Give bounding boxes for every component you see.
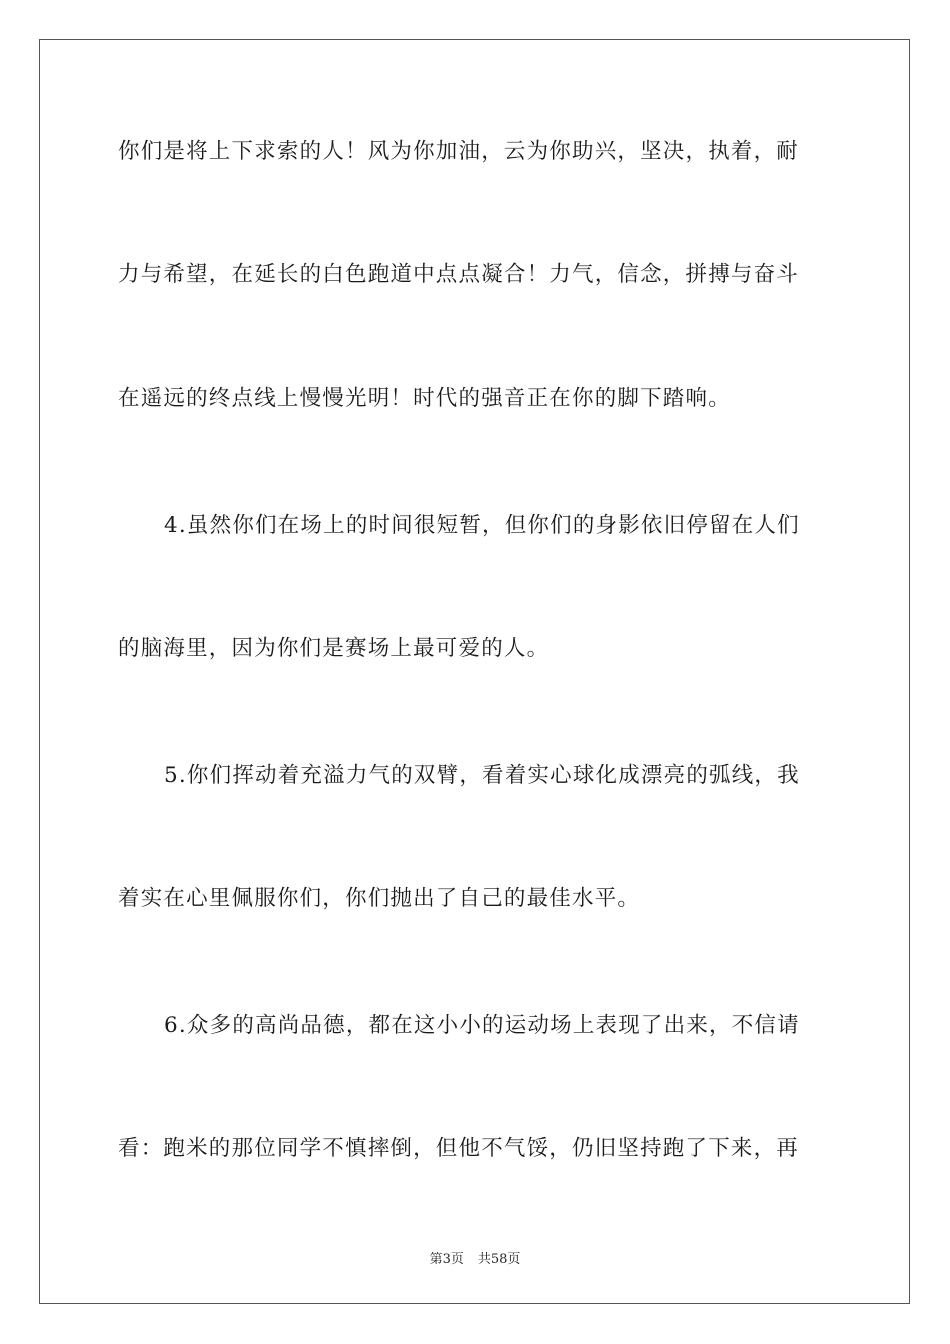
paragraph-line: 力与希望，在延长的白色跑道中点点凝合！力气，信念，拼搏与奋斗 — [118, 262, 800, 287]
page-footer — [0, 1248, 950, 1267]
paragraph-line: 的脑海里，因为你们是赛场上最可爱的人。 — [118, 636, 550, 661]
paragraph-line: 在遥远的终点线上慢慢光明！时代的强音正在你的脚下踏响。 — [118, 386, 731, 411]
page-number: 第3页 — [429, 1252, 464, 1267]
paragraph-line: 着实在心里佩服你们，你们抛出了自己的最佳水平。 — [118, 886, 641, 911]
paragraph-line: 6.众多的高尚品德，都在这小小的运动场上表现了出来，不信请 — [164, 1013, 800, 1038]
page-total: 共58页 — [477, 1252, 521, 1267]
paragraph-line: 你们是将上下求索的人！风为你加油，云为你助兴，坚决，执着，耐 — [118, 139, 800, 164]
paragraph-line: 5.你们挥动着充溢力气的双臂，看着实心球化成漂亮的弧线，我 — [164, 763, 800, 788]
page-frame — [39, 39, 910, 1304]
paragraph-line: 4.虽然你们在场上的时间很短暂，但你们的身影依旧停留在人们 — [164, 513, 800, 538]
paragraph-line: 看：跑米的那位同学不慎摔倒，但他不气馁，仍旧坚持跑了下来，再 — [118, 1136, 800, 1161]
